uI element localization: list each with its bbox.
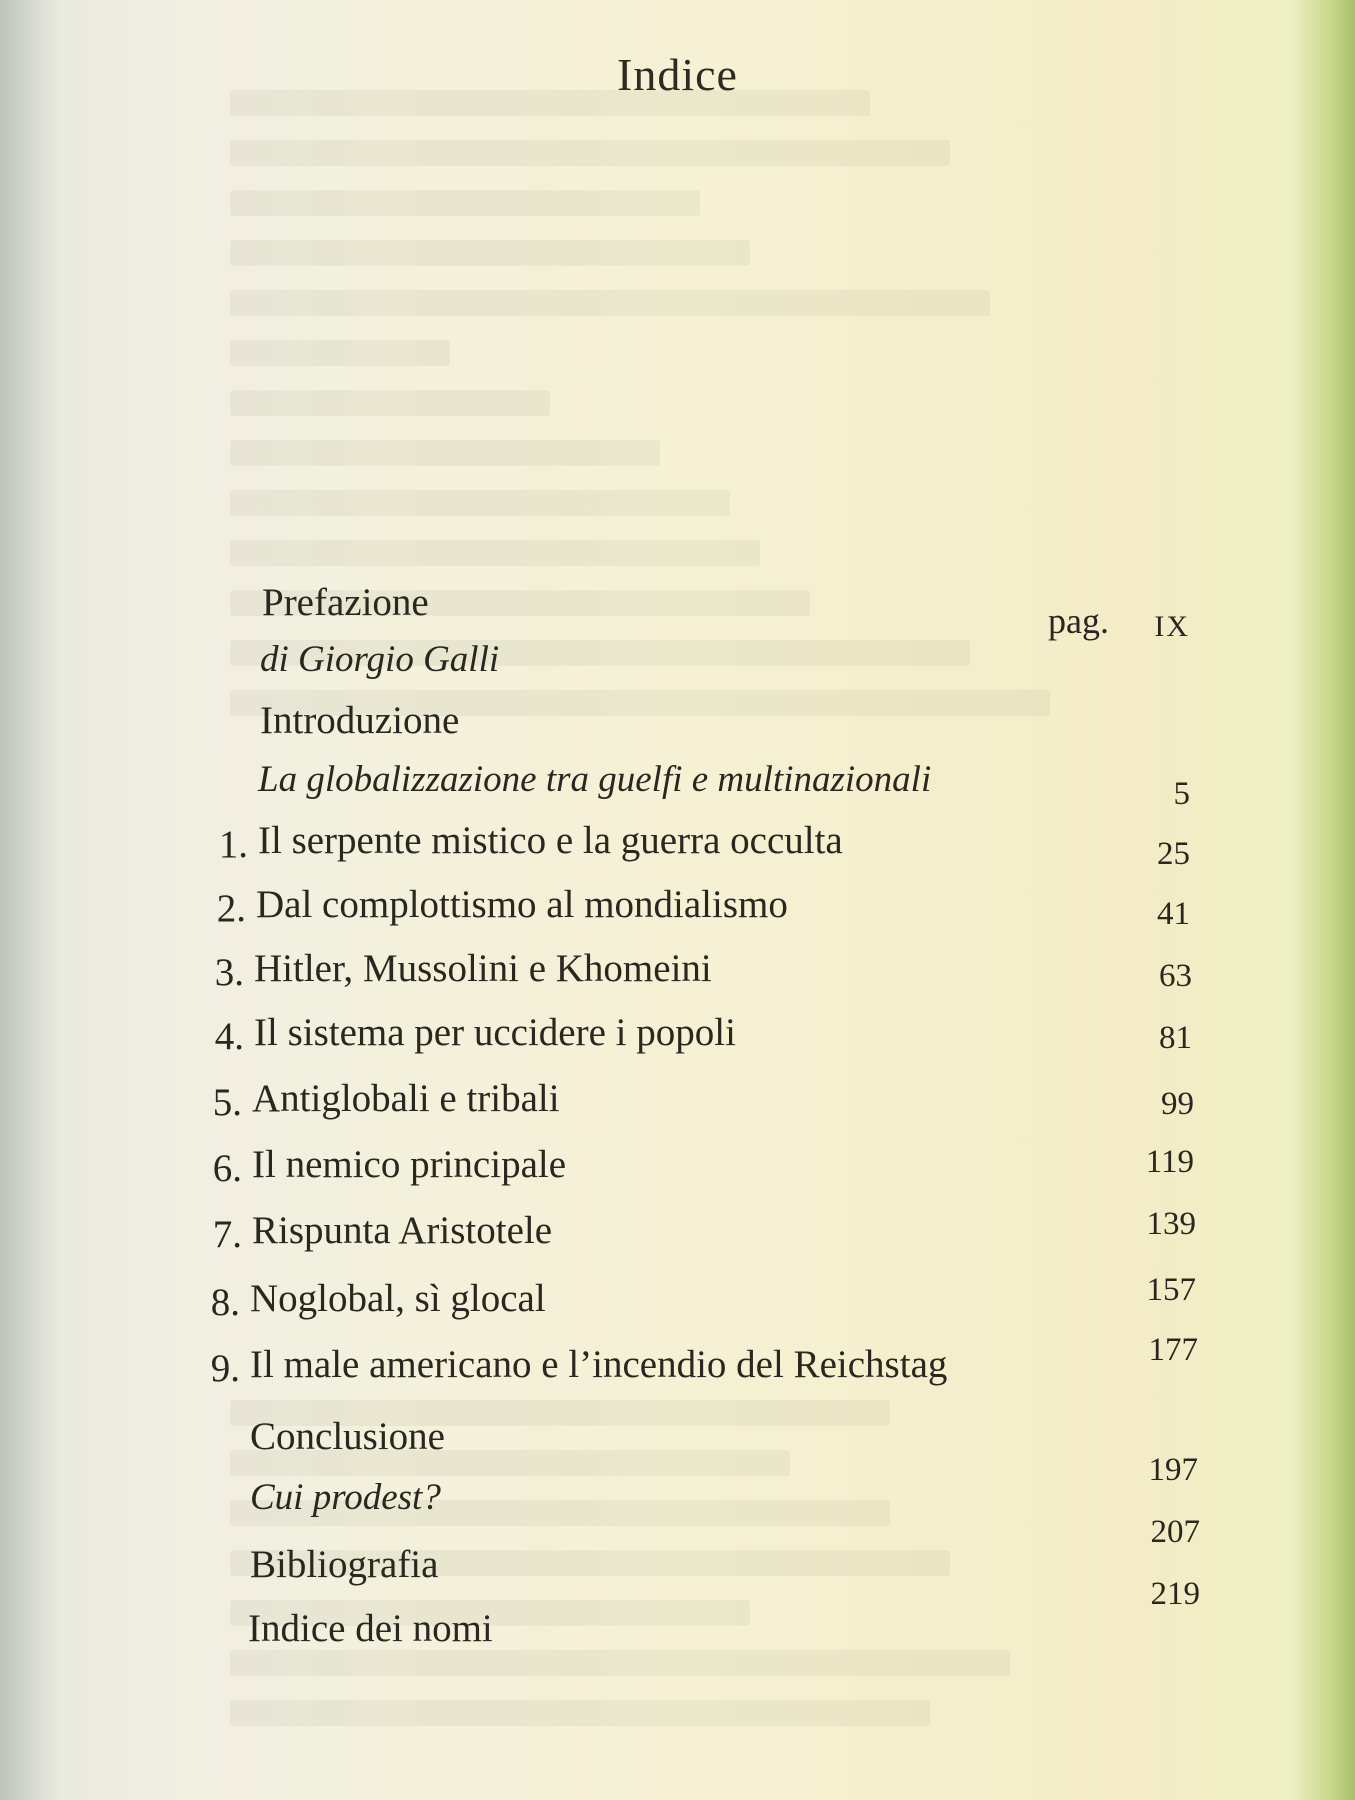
entry-page-number: 207 — [1150, 1514, 1200, 1550]
entry-title: Rispunta Aristotele — [252, 1209, 553, 1252]
entry-page-number: 219 — [1150, 1576, 1200, 1612]
entry-page-number: 177 — [1148, 1332, 1198, 1368]
chapter-number: 8. — [210, 1281, 240, 1324]
entry-title: Il male americano e l’incendio del Reichstag — [250, 1343, 948, 1386]
chapter-number: 4. — [214, 1015, 244, 1058]
entry-subtitle: La globalizzazione tra guelfi e multinazionali — [258, 759, 932, 800]
entry-page-number: 81 — [1159, 1020, 1192, 1056]
entry-page-number: 63 — [1159, 958, 1192, 994]
entry-page-number: 41 — [1157, 896, 1190, 932]
chapter-number: 2. — [216, 887, 246, 930]
entry-title: Noglobal, sì glocal — [250, 1277, 546, 1320]
entry-title: Il nemico principale — [252, 1143, 567, 1186]
chapter-number: 1. — [218, 823, 248, 866]
entry-page-number: 99 — [1161, 1086, 1194, 1122]
entry-title: Il sistema per uccidere i popoli — [254, 1011, 736, 1054]
entry-title: Bibliografia — [250, 1543, 439, 1586]
entry-title: Introduzione — [260, 699, 460, 742]
entry-title: Antiglobali e tribali — [252, 1077, 560, 1120]
entry-title: Indice dei nomi — [248, 1607, 493, 1650]
chapter-number: 5. — [212, 1081, 242, 1124]
chapter-number: 9. — [210, 1347, 240, 1390]
entry-page-number: 197 — [1148, 1452, 1198, 1488]
page-column-label: pag. — [1048, 601, 1109, 641]
entry-page-number: IX — [1154, 610, 1190, 643]
chapter-number: 6. — [212, 1147, 242, 1190]
entry-title: Conclusione — [250, 1415, 445, 1458]
entry-subtitle: di Giorgio Galli — [260, 639, 500, 680]
entry-subtitle: Cui prodest? — [250, 1477, 441, 1518]
entry-page-number: 157 — [1146, 1272, 1196, 1308]
chapter-number: 3. — [214, 951, 244, 994]
entry-title: Dal complottismo al mondialismo — [256, 883, 788, 926]
entry-page-number: 5 — [1173, 776, 1190, 812]
entry-page-number: 119 — [1145, 1144, 1194, 1180]
page-title: Indice — [617, 49, 738, 100]
entry-page-number: 139 — [1146, 1206, 1196, 1242]
entry-title: Prefazione — [262, 581, 429, 624]
page-gutter-shadow — [0, 0, 60, 1800]
entry-title: Il serpente mistico e la guerra occulta — [258, 819, 843, 862]
chapter-number: 7. — [212, 1213, 242, 1256]
entry-title: Hitler, Mussolini e Khomeini — [254, 947, 712, 990]
entry-page-number: 25 — [1157, 836, 1190, 872]
